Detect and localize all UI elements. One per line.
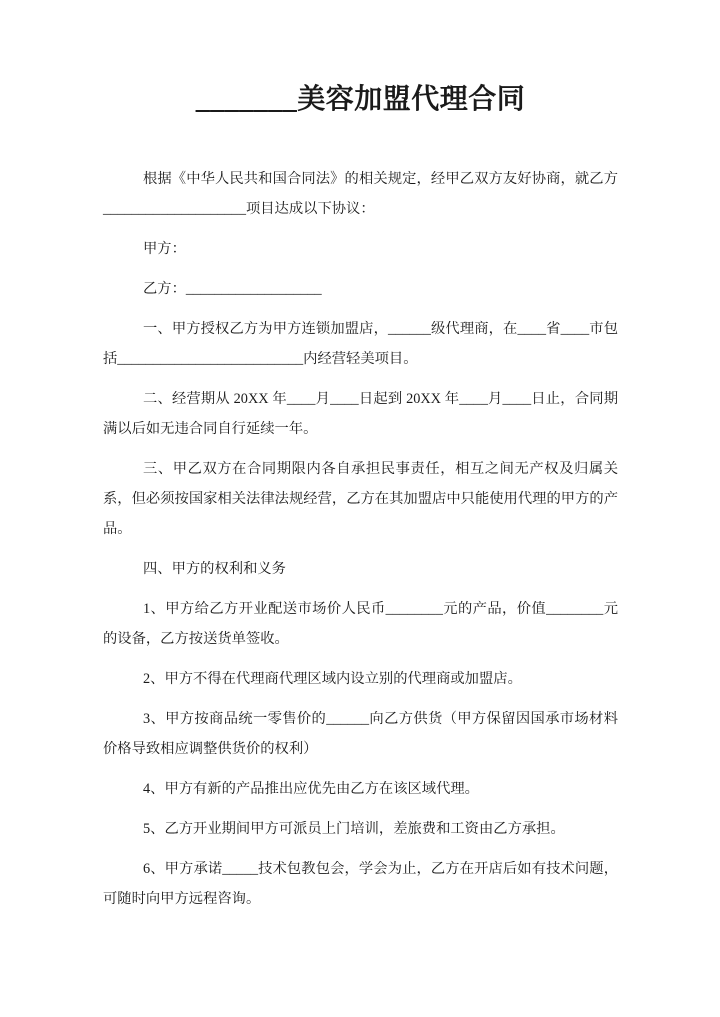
clause-4-item-5-training: 5、乙方开业期间甲方可派员上门培训，差旅费和工资由乙方承担。 [143,821,565,837]
clause-4-item-2-territory-exclusivity: 2、甲方不得在代理商代理区域内设立别的代理商或加盟店。 [143,671,522,687]
clause-1-authorization: 一、甲方授权乙方为甲方连锁加盟店，______级代理商，在____省____市包括__________________________内经营轻美项目。 [103,321,618,367]
party-b-line: 乙方：___________________ [143,281,322,297]
clause-4-item-1-opening-goods: 1、甲方给乙方开业配送市场价人民币________元的产品，价值________元的设备，乙方按送货单签收。 [103,601,618,647]
clause-4-item-4-new-products: 4、甲方有新的产品推出应优先由乙方在该区域代理。 [143,781,479,797]
document-title: _______美容加盟代理合同 [195,84,526,115]
intro-paragraph: 根据《中华人民共和国合同法》的相关规定，经甲乙双方友好协商，就乙方____________________项目达成以下协议： [103,171,618,217]
clause-4-item-6-tech-support: 6、甲方承诺_____技术包教包会，学会为止，乙方在开店后如有技术问题，可随时向甲方远程咨询。 [103,861,618,907]
clause-2-term: 二、经营期从 20XX 年____月____日起到 20XX 年____月____日止，合同期满以后如无违合同自行延续一年。 [103,391,618,437]
clause-4-item-3-supply-price: 3、甲方按商品统一零售价的______向乙方供货（甲方保留因国承市场材料价格导致相应调整供货价的权利） [103,711,618,757]
clause-3-liability: 三、甲乙双方在合同期限内各自承担民事责任，相互之间无产权及归属关系，但必须按国家相关法律法规经营，乙方在其加盟店中只能使用代理的甲方的产品。 [103,461,618,537]
clause-4-heading: 四、甲方的权利和义务 [143,561,286,577]
party-a-line: 甲方： [143,241,186,257]
